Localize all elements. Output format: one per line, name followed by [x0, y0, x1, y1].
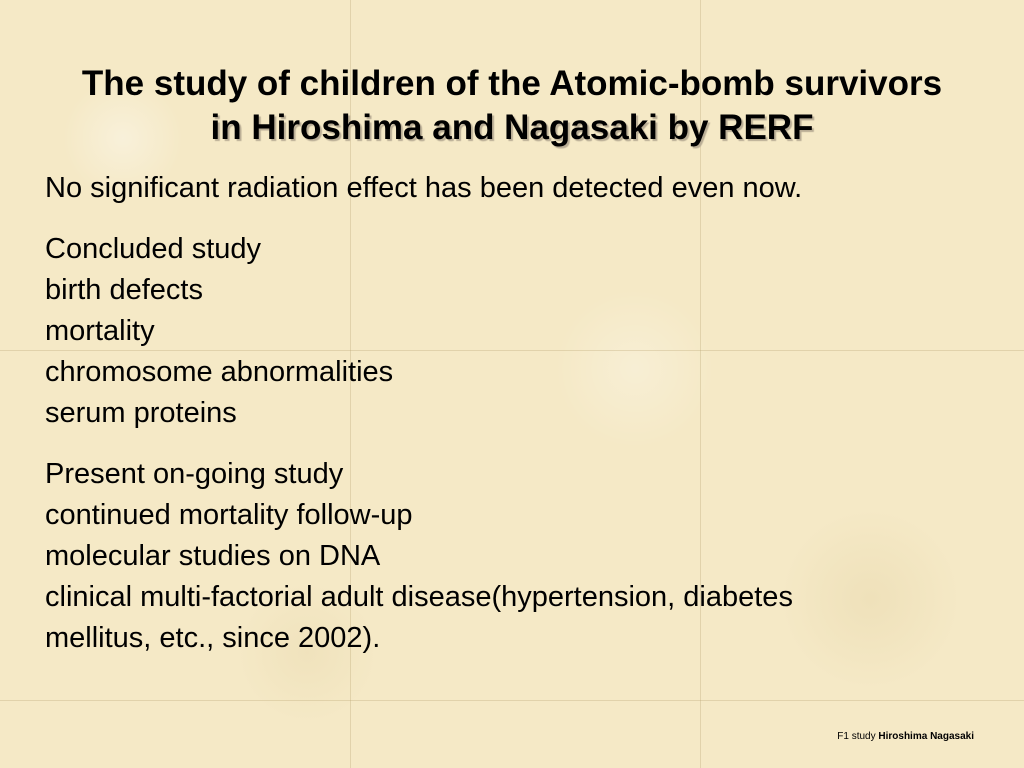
list-item: serum proteins — [45, 397, 237, 429]
slide-title — [0, 62, 1024, 150]
list-item: mortality — [45, 315, 155, 347]
ongoing-study-section — [45, 454, 985, 659]
footer-prefix: F1 study — [837, 731, 879, 742]
list-item: molecular studies on DNA — [45, 540, 381, 572]
intro-paragraph — [45, 168, 985, 209]
list-item: birth defects — [45, 274, 203, 306]
texture-seam — [0, 700, 1024, 701]
list-item: mellitus, etc., since 2002). — [45, 622, 381, 654]
ongoing-study-heading: Present on-going study — [45, 458, 344, 490]
list-item: clinical multi-factorial adult disease(hypertension, diabetes — [45, 581, 793, 613]
footer-location: Hiroshima Nagasaki — [878, 731, 974, 742]
list-item: continued mortality follow-up — [45, 499, 413, 531]
intro-statement: No significant radiation effect has been detected even now. — [45, 172, 803, 204]
slide-footer — [837, 730, 974, 744]
title-line-1: The study of children of the Atomic-bomb survivors — [81, 64, 943, 103]
concluded-study-heading: Concluded study — [45, 233, 262, 265]
slide-body — [45, 168, 985, 679]
title-line-2: in Hiroshima and Nagasaki by RERF — [210, 108, 814, 147]
concluded-study-section — [45, 229, 985, 434]
list-item: chromosome abnormalities — [45, 356, 394, 388]
